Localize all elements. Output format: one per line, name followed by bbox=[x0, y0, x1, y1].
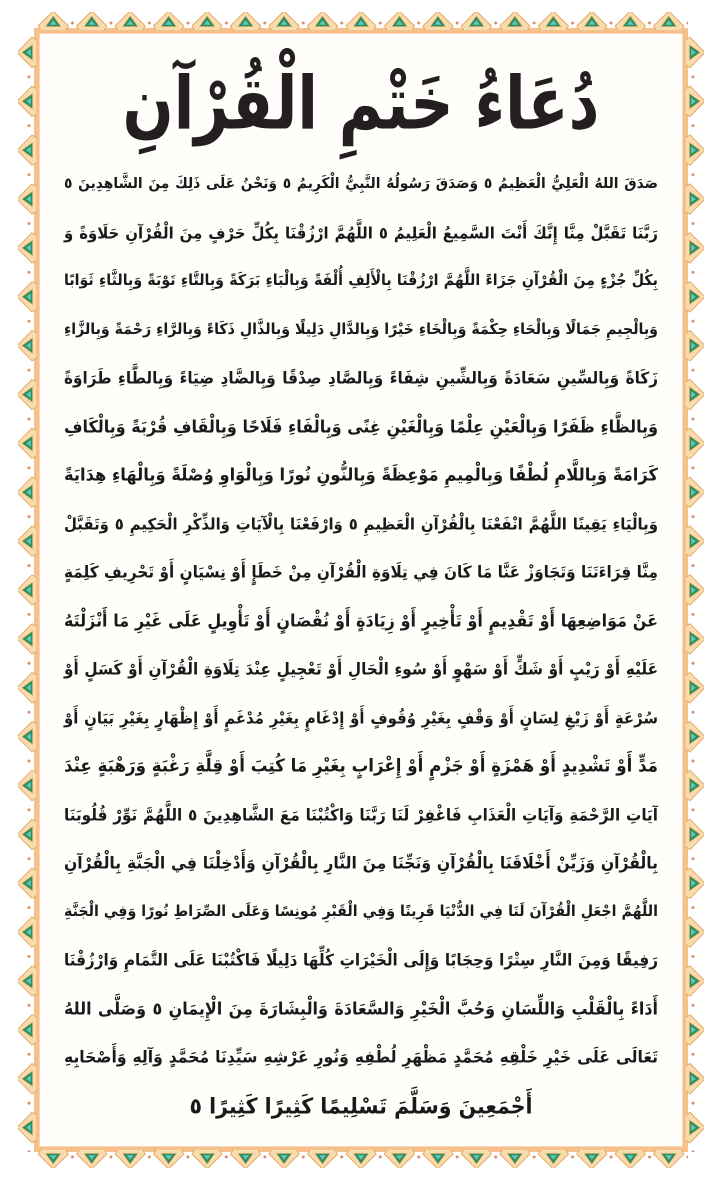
text-line: عَلَيْهِ أَوْ رَيْبٍ أَوْ شَكٍّ أَوْ سَهْوٍ أَوْ سُوءِ الْحَالِ أَوْ تَعْجِيلٍ عِنْدَ تِلَاوَةِ الْقُرْآنِ أَوْ كَسَلٍ أَوْ bbox=[64, 659, 658, 679]
border-ornament-left bbox=[18, 28, 36, 1152]
text-line: عَنْ مَوَاضِعِهَا أَوْ تَقْدِيمٍ أَوْ تَأْخِيرٍ أَوْ زِيَادَةٍ أَوْ نُقْصَانٍ أَوْ تَأْوِيلٍ عَلَى غَيْرِ مَا أَنْزَلْتَهُ bbox=[64, 609, 658, 631]
text-line: سُرْعَةٍ أَوْ زَيْغِ لِسَانٍ أَوْ وَقْفٍ بِغَيْرِ وُقُوفٍ أَوْ إِدْغَامٍ بِغَيْرِ مُدْغَمٍ أَوْ إِظْهَارٍ بِغَيْرِ بَيَانٍ أَوْ bbox=[64, 707, 658, 728]
text-line: مِنَّا قِرَاءَتَنَا وَتَجَاوَزْ عَنَّا مَا كَانَ فِي تِلَاوَةِ الْقُرْآنِ مِنْ خَطَإٍ أَوْ نِسْيَانٍ أَوْ تَحْرِيفِ كَلِمَةٍ bbox=[64, 562, 658, 582]
text-line: زَكَاةً وَبِالسِّينِ سَعَادَةً وَبِالشِّينِ شِفَاءً وَبِالصَّادِ صِدْقًا وَبِالضَّادِ ضِيَاءً وَبِالطَّاءِ طَرَاوَةً bbox=[64, 368, 658, 388]
page-title: دُعَاءُ خَتْمِ الْقُرْآنِ bbox=[122, 60, 600, 147]
border-ornament-bottom bbox=[34, 1150, 688, 1168]
text-line: تَعَالَى عَلَى خَيْرِ خَلْقِهِ مُحَمَّدٍ مَظْهَرِ لُطْفِهِ وَنُورِ عَرْشِهِ سَيِّدِنَا مُحَمَّدٍ وَآلِهِ وَأَصْحَابِهِ bbox=[64, 1047, 658, 1067]
text-line: رَفِيقًا وَمِنَ النَّارِ سِتْرًا وَحِجَابًا وَإِلَى الْخَيْرَاتِ كُلِّهَا دَلِيلًا فَاكْتُبْنَا عَلَى التَّمَامِ وَارْزُقْنَا bbox=[64, 950, 658, 970]
text-line-final: أَجْمَعِينَ وَسَلَّمَ تَسْلِيمًا كَثِيرًا كَثِيرًا ٥ bbox=[189, 1092, 533, 1119]
text-line: وَبِالْيَاءِ يَقِينًا اللَّهُمَّ انْفَعْنَا بِالْقُرْآنِ الْعَظِيمِ ٥ وَارْفَعْنَا بِالْآيَاتِ وَالذِّكْرِ الْحَكِيمِ ٥ وَتَقَبَّلْ bbox=[64, 513, 658, 534]
border-ornament-right bbox=[686, 28, 704, 1152]
text-line: أَدَاءً بِالْقَلْبِ وَاللِّسَانِ وَحُبَّ الْخَيْرِ وَالسَّعَادَةَ وَالْبِشَارَةَ مِنَ الْإِيمَانِ ٥ وَصَلَّى اللهُ bbox=[64, 997, 659, 1019]
text-line: رَبَّنَا تَقَبَّلْ مِنَّا إِنَّكَ أَنْتَ السَّمِيعُ الْعَلِيمُ ٥ اللَّهُمَّ ارْزُقْنَا بِكُلِّ حَرْفٍ مِنَ الْقُرْآنِ حَلَاوَةً وَ bbox=[64, 222, 658, 243]
decorative-frame bbox=[18, 12, 704, 1168]
title-block bbox=[64, 56, 658, 152]
border-ornament-top bbox=[34, 12, 688, 30]
text-line: صَدَقَ اللهُ الْعَلِيُّ الْعَظِيمُ ٥ وَصَدَقَ رَسُولُهُ النَّبِيُّ الْكَرِيمُ ٥ وَنَحْنُ عَلَى ذَلِكَ مِنَ الشَّاهِدِينَ ٥ bbox=[64, 175, 658, 193]
text-line: مَدٍّ أَوْ تَشْدِيدٍ أَوْ هَمْزَةٍ أَوْ جَزْمٍ أَوْ إِعْرَابٍ بِغَيْرِ مَا كُتِبَ أَوْ قِلَّةِ رَغْبَةٍ وَرَهْبَةٍ عِنْدَ bbox=[64, 755, 658, 776]
text-line: آيَاتِ الرَّحْمَةِ وَآيَاتِ الْعَذَابِ فَاغْفِرْ لَنَا رَبَّنَا وَاكْتُبْنَا مَعَ الشَّاهِدِينَ ٥ اللَّهُمَّ نَوِّرْ قُلُوبَنَا bbox=[64, 804, 658, 825]
text-line: بِكُلِّ جُزْءٍ مِنَ الْقُرْآنِ جَزَاءً اللَّهُمَّ ارْزُقْنَا بِالْأَلِفِ أُلْفَةً وَبِالْبَاءِ بَرَكَةً وَبِالتَّاءِ تَوْبَةً وَبِالثَّاءِ ثَوَابًا bbox=[64, 272, 658, 290]
text-line: اللَّهُمَّ اجْعَلِ الْقُرْآنَ لَنَا فِي الدُّنْيَا قَرِينًا وَفِي الْقَبْرِ مُونِسًا وَعَلَى الصِّرَاطِ نُورًا وَفِي الْجَنَّةِ bbox=[64, 903, 658, 920]
text-line: بِالْقُرْآنِ وَزَيِّنْ أَخْلَاقَنَا بِالْقُرْآنِ وَنَجِّنَا مِنَ النَّارِ بِالْقُرْآنِ وَأَدْخِلْنَا فِي الْجَنَّةِ بِالْقُرْآنِ bbox=[64, 853, 658, 873]
prayer-text-body bbox=[64, 158, 658, 1130]
page-content bbox=[58, 44, 664, 1134]
text-line: كَرَامَةً وَبِاللَّامِ لُطْفًا وَبِالْمِيمِ مَوْعِظَةً وَبِالنُّونِ نُورًا وَبِالْوَاوِ وُصْلَةً وَبِالْهَاءِ هِدَايَةً bbox=[64, 464, 658, 485]
text-line: وَبِالظَّاءِ ظَفَرًا وَبِالْعَيْنِ عِلْمًا وَبِالْغَيْنِ غِنًى وَبِالْفَاءِ فَلَاحًا وَبِالْقَافِ قُرْبَةً وَبِالْكَافِ bbox=[64, 415, 658, 437]
text-line: وَبِالْجِيمِ جَمَالًا وَبِالْحَاءِ حِكْمَةً وَبِالْخَاءِ خَيْرًا وَبِالدَّالِ دَلِيلًا وَبِالذَّالِ ذَكَاءً وَبِالرَّاءِ رَحْمَةً وَبِالزَّاءِ bbox=[64, 321, 658, 338]
